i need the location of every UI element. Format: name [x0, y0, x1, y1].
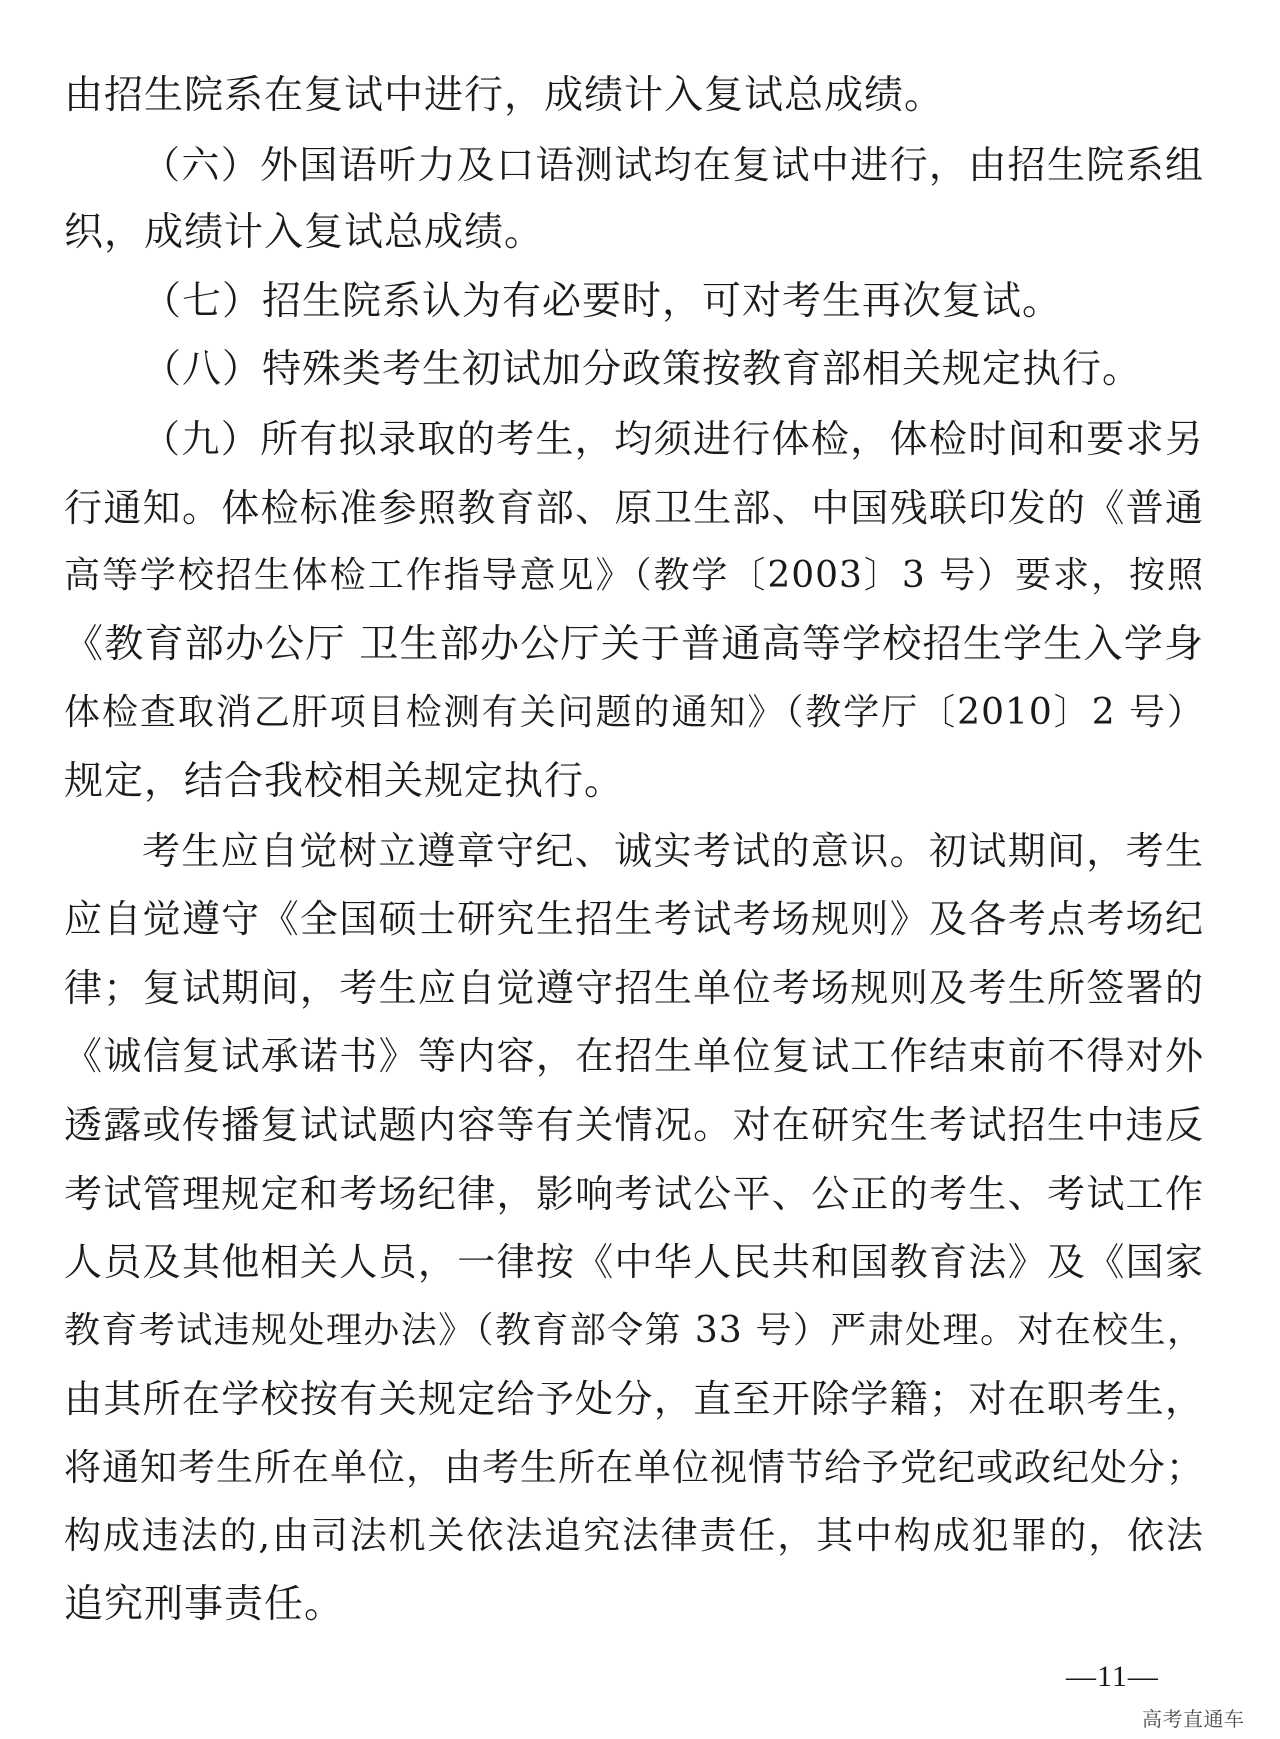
- text-line: 律；复试期间，考生应自觉遵守招生单位考场规则及考生所签署的: [64, 965, 1204, 1010]
- text-line: 行通知。体检标准参照教育部、原卫生部、中国残联印发的《普通: [64, 485, 1204, 530]
- page-number: —11—: [1066, 1660, 1159, 1693]
- text-line: 考试管理规定和考场纪律，影响考试公平、公正的考生、考试工作: [64, 1171, 1204, 1216]
- text-line: 将通知考生所在单位，由考生所在单位视情节给予党纪或政纪处分；: [64, 1445, 1204, 1489]
- text-line: 由其所在学校按有关规定给予处分，直至开除学籍；对在职考生，: [64, 1377, 1204, 1422]
- text-line: 体检查取消乙肝项目检测有关问题的通知》（教学厅〔2010〕2 号）: [64, 692, 1204, 734]
- text-line: 人员及其他相关人员，一律按《中华人民共和国教育法》及《国家: [64, 1240, 1204, 1285]
- document-body: [64, 62, 1204, 1640]
- text-line: 《教育部办公厅 卫生部办公厅关于普通高等学校招生学生入学身: [64, 621, 1204, 667]
- text-line: 教育考试违规处理办法》（教育部令第 33 号）严肃处理。对在校生，: [64, 1309, 1204, 1351]
- text-line: 考生应自觉树立遵章守纪、诚实考试的意识。初试期间，考生: [142, 828, 1204, 873]
- text-line: 由招生院系在复试中进行，成绩计入复试总成绩。: [64, 73, 945, 118]
- watermark-text: 高考直通车: [1142, 1707, 1245, 1731]
- text-line: 规定，结合我校相关规定执行。: [64, 758, 625, 804]
- text-line: （九）所有拟录取的考生，均须进行体检，体检时间和要求另: [142, 416, 1204, 461]
- text-line: 构成违法的,由司法机关依法追究法律责任，其中构成犯罪的，依法: [64, 1514, 1204, 1558]
- text-line: （七）招生院系认为有必要时，可对考生再次复试。: [142, 278, 1063, 324]
- text-line: 追究刑事责任。: [64, 1582, 345, 1628]
- text-line: （六）外国语听力及口语测试均在复试中进行，由招生院系组: [142, 142, 1204, 187]
- text-line: 透露或传播复试试题内容等有关情况。对在研究生考试招生中违反: [64, 1102, 1204, 1147]
- text-line: （八）特殊类考生初试加分政策按教育部相关规定执行。: [142, 347, 1143, 393]
- text-line: 高等学校招生体检工作指导意见》（教学〔2003〕3 号）要求，按照: [64, 555, 1204, 597]
- text-line: 织，成绩计入复试总成绩。: [64, 210, 545, 256]
- text-line: 《诚信复试承诺书》等内容，在招生单位复试工作结束前不得对外: [64, 1034, 1204, 1079]
- text-line: 应自觉遵守《全国硕士研究生招生考试考场规则》及各考点考场纪: [64, 897, 1204, 942]
